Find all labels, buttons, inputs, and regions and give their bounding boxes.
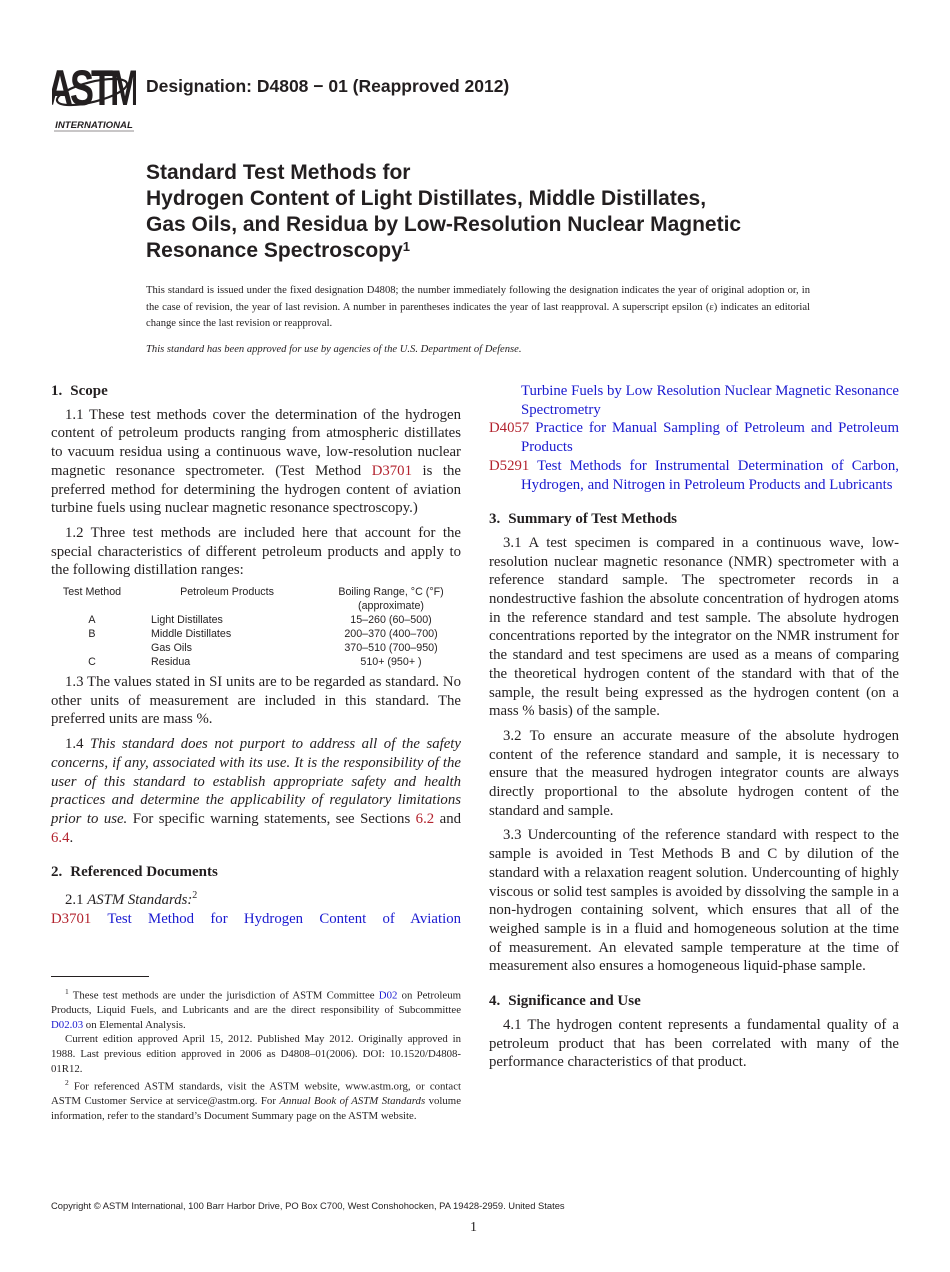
link-ref-d3701-title[interactable]: Test Method for Hydrogen Content of Aviation [107,910,461,927]
para-4-1: 4.1 The hydrogen content represents a fundamental quality of a petroleum product that has been correlated with many of the performance characteristics of that product. [489,1016,899,1071]
document-title [146,160,846,264]
col-header-range-sub: (approximate) [358,600,424,613]
link-ref-d3701[interactable]: D3701 [51,910,92,927]
title-line-2: Hydrogen Content of Light Distillates, Middle Distillates, [146,187,707,210]
section-heading-referenced: 2. Referenced Documents [51,864,218,881]
page-number: 1 [470,1220,477,1235]
col-header-method: Test Method [62,586,122,599]
footnotes [51,985,461,1124]
para-3-2: 3.2 To ensure an accurate measure of the absolute hydrogen content of the reference standard and sample, it is necessary to ensure that the measured hydrogen integrator counts are always directly proportional to the absolute hydrogen content of the standard and sample. [489,727,899,819]
title-line-1: Standard Test Methods for [146,161,411,184]
svg-text:INTERNATIONAL: INTERNATIONAL [55,120,133,131]
preamble-text: This standard is issued under the fixed designation D4808; the number immediately following the designation indicates the year of original adoption or, in the case of revision, the year of last revision. A number in parentheses indicates the year of last reapproval. A superscript epsilon (ε) indicates an editorial change since the last revision or reapproval. [146,285,810,329]
section-heading-significance: 4. Significance and Use [489,993,641,1010]
table-row: B Middle Distillates 200–370 (400–700) [88,628,438,641]
copyright-notice: Copyright © ASTM International, 100 Barr Harbor Drive, PO Box C700, West Conshohocken, PA 19428-2959. United States [51,1200,565,1211]
table-header-row [51,585,461,599]
astm-logo [52,56,136,132]
link-ref-d4057[interactable]: D4057 [489,420,530,437]
preamble [146,283,810,358]
para-1-2: 1.2 Three test methods are included here that account for the special characteristics of different petroleum products and apply to the following distillation ranges: [51,524,461,579]
distillation-range-table [51,585,461,669]
footnote-1: $^1$ These test methods are under the jurisdiction of ASTM Committee D02 on Petroleum Products, Liquid Fuels, and Lubricants and are the direct responsibility of Subcommittee D02.03 on Elemental Analysis. [51,987,461,1031]
table-row: Gas Oils 370–510 (700–950) [151,642,438,655]
ref-d4057 [489,419,899,456]
para-1-4: 1.4 This standard does not purport to address all of the safety concerns, if any, associated with its use. It is the responsibility of the user of this standard to establish appropriate safety and health practices and determine the applicability of regulatory limitations prior to use. For specific warning statements, see Sections 6.2 and 6.4. [51,736,461,846]
ref-d5291 [489,457,899,494]
para-1-1: 1.1 These test methods cover the determination of the hydrogen content of petroleum products ranging from atmospheric distillates to vacuum residua using a continuous wave, low-resolution nuclear magnetic resonance spectrometer. (Test Method D3701 is the preferred method for determining the hydrogen content of aviation turbine fuels using nuclear magnetic resonance spectroscopy.) [51,406,461,517]
col-header-range: Boiling Range, °C (°F) [338,586,444,599]
designation: Designation: D4808 − 01 (Reapproved 2012) [146,76,510,96]
link-ref-d5291[interactable]: D5291 [489,457,530,474]
dod-approval: This standard has been approved for use by agencies of the U.S. Department of Defense. [146,343,522,355]
table-row: A Light Distillates 15–260 (60–500) [88,614,432,627]
title-line-3: Gas Oils, and Residua by Low-Resolution Nuclear Magnetic [146,213,742,236]
title-line-4: Resonance Spectroscopy$^1$ [146,239,410,262]
ref-d3701-start [51,910,461,929]
para-3-3: 3.3 Undercounting of the reference standard with respect to the sample is avoided in Test Methods B and C by dilution of the standard with a relaxation reagent solution. Undercounting of highly viscous or solid test samples is avoided by dissolving the sample in a non-hydrogen containing solvent, which ensures that all of the weighed sample is in a fluid and homogeneous solution at the time of measurement. An elevated sample temperature at the time of measurement also ensures a homogeneous liquid-phase sample. [489,827,899,975]
link-section-6-2[interactable]: 6.2 [415,810,435,827]
title-footnote-mark: 1 [402,239,410,254]
link-d3701[interactable]: D3701 [371,462,412,479]
link-section-6-4[interactable]: 6.4 [51,829,70,846]
footnote-divider [51,976,149,977]
footnote-2: $^2$ For referenced ASTM standards, visit the ASTM website, www.astm.org, or contact ASTM Customer Service at service@astm.org. For Annual Book of ASTM Standards volume information, refer to the standard’s Document Summary page on the ASTM website. [51,1078,461,1122]
para-2-1: 2.1 ASTM Standards:$^2$ [65,890,198,908]
table-row: C Residua 510+ (950+ ) [88,656,422,669]
link-d02[interactable]: D02 [378,989,398,1002]
link-ref-d5291-title[interactable]: Test Methods for Instrumental Determination of Carbon, Hydrogen, and Nitrogen in Petroleum Products and Lubricants [521,457,899,493]
section-heading-scope: 1. Scope [51,383,108,399]
edition-note: Current edition approved April 15, 2012. Published May 2012. Originally approved in 1988. Last previous edition approved in 2006 as D4808–01(2006). DOI: 10.1520/D4808-01R12. [51,1033,461,1075]
para-3-1: 3.1 A test specimen is compared in a continuous wave, low-resolution nuclear magnetic resonance (NMR) spectrometer with a reference standard sample. The spectrometer records in a nondestructive fashion the absolute concentration of hydrogen atoms in the reference standard and test sample. The absolute hydrogen concentrations reported by the integrator on the NMR instrument for the standard and test specimens are used as a means of comparing the theoretical hydrogen content of the standard with that of the sample, the result being expressed as the hydrogen content (on a mass % basis) of the sample. [489,534,899,720]
para-1-3: 1.3 The values stated in SI units are to be regarded as standard. No other units of measurement are included in this standard. The preferred units are mass %. [51,674,461,728]
svg-text:ASTM: ASTM [52,60,136,117]
link-d02-03[interactable]: D02.03 [51,1018,84,1031]
footnotes-area [51,976,461,1124]
astm-logo-icon [52,56,136,132]
right-column [489,382,899,1072]
link-ref-d4057-title[interactable]: Practice for Manual Sampling of Petroleum and Petroleum Products [521,420,899,456]
col-header-products: Petroleum Products [180,586,274,599]
left-column [51,382,461,1122]
ref-d3701-continued[interactable]: Turbine Fuels by Low Resolution Nuclear Magnetic Resonance Spectrometry [521,383,899,418]
section-heading-summary: 3. Summary of Test Methods [489,511,678,528]
